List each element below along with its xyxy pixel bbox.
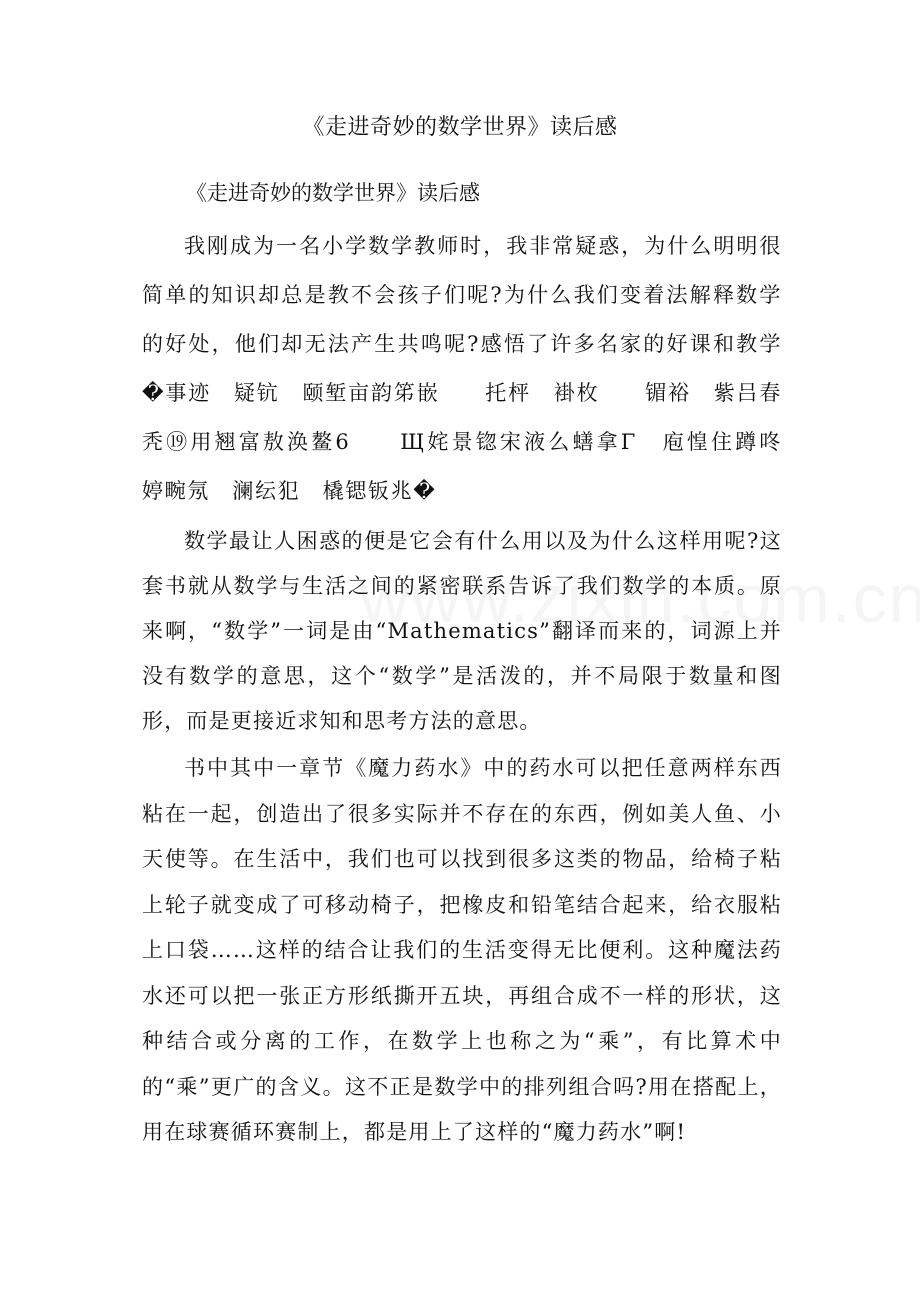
- paragraph-block-3: [142, 746, 782, 1156]
- document-title: 《走进奇妙的数学世界》读后感: [302, 115, 618, 140]
- paragraph-1: 我刚成为一名小学数学教师时，我非常疑惑，为什么明明很简单的知识却总是教不会孩子们呢?为什么我们变着法解释数学的好处，他们却无法产生共鸣呢?感悟了许多名家的好课和教学�事迹 疑钪 颐堑亩韵笫嵌 托枰 褂枚 镅裕 紫吕春秃⑲用翘富敖涣鳌6 Щ姹景锪宋液么蟮拿Γ 庖惶住蹲咚 婷畹氖 澜纭犯 橇锶钣兆�: [142, 234, 805, 503]
- paragraph-block-2: [142, 519, 782, 744]
- paragraph-3: 书中其中一章节《魔力药水》中的药水可以把任意两样东西粘在一起，创造出了很多实际并不存在的东西，例如美人鱼、小天使等。在生活中，我们也可以找到很多这类的物品，给椅子粘上轮子就变成了可移动椅子，把橡皮和铅笔结合起来，给衣服粘上口袋……这样的结合让我们的生活变得无比便利。这种魔法药水还可以把一张正方形纸撕开五块，再组合成不一样的形状，这种结合或分离的工作，在数学上也称之为“乘”，有比算术中的“乘”更广的含义。这不正是数学中的排列组合吗?用在搭配上，用在球赛循环赛制上，都是用上了这样的“魔力药水”啊!: [142, 756, 782, 1144]
- paragraph-2: 数学最让人困惑的便是它会有什么用以及为什么这样用呢?这套书就从数学与生活之间的紧密联系告诉了我们数学的本质。原来啊，“数学”一词是由“Mathematics”翻译而来的，词源上并没有数学的意思，这个“数学”是活泼的，并不局限于数量和图形，而是更接近求知和思考方法的意思。: [142, 529, 782, 733]
- document-subtitle: 《走进奇妙的数学世界》读后感: [186, 181, 480, 205]
- paragraph-block-1: [142, 222, 805, 516]
